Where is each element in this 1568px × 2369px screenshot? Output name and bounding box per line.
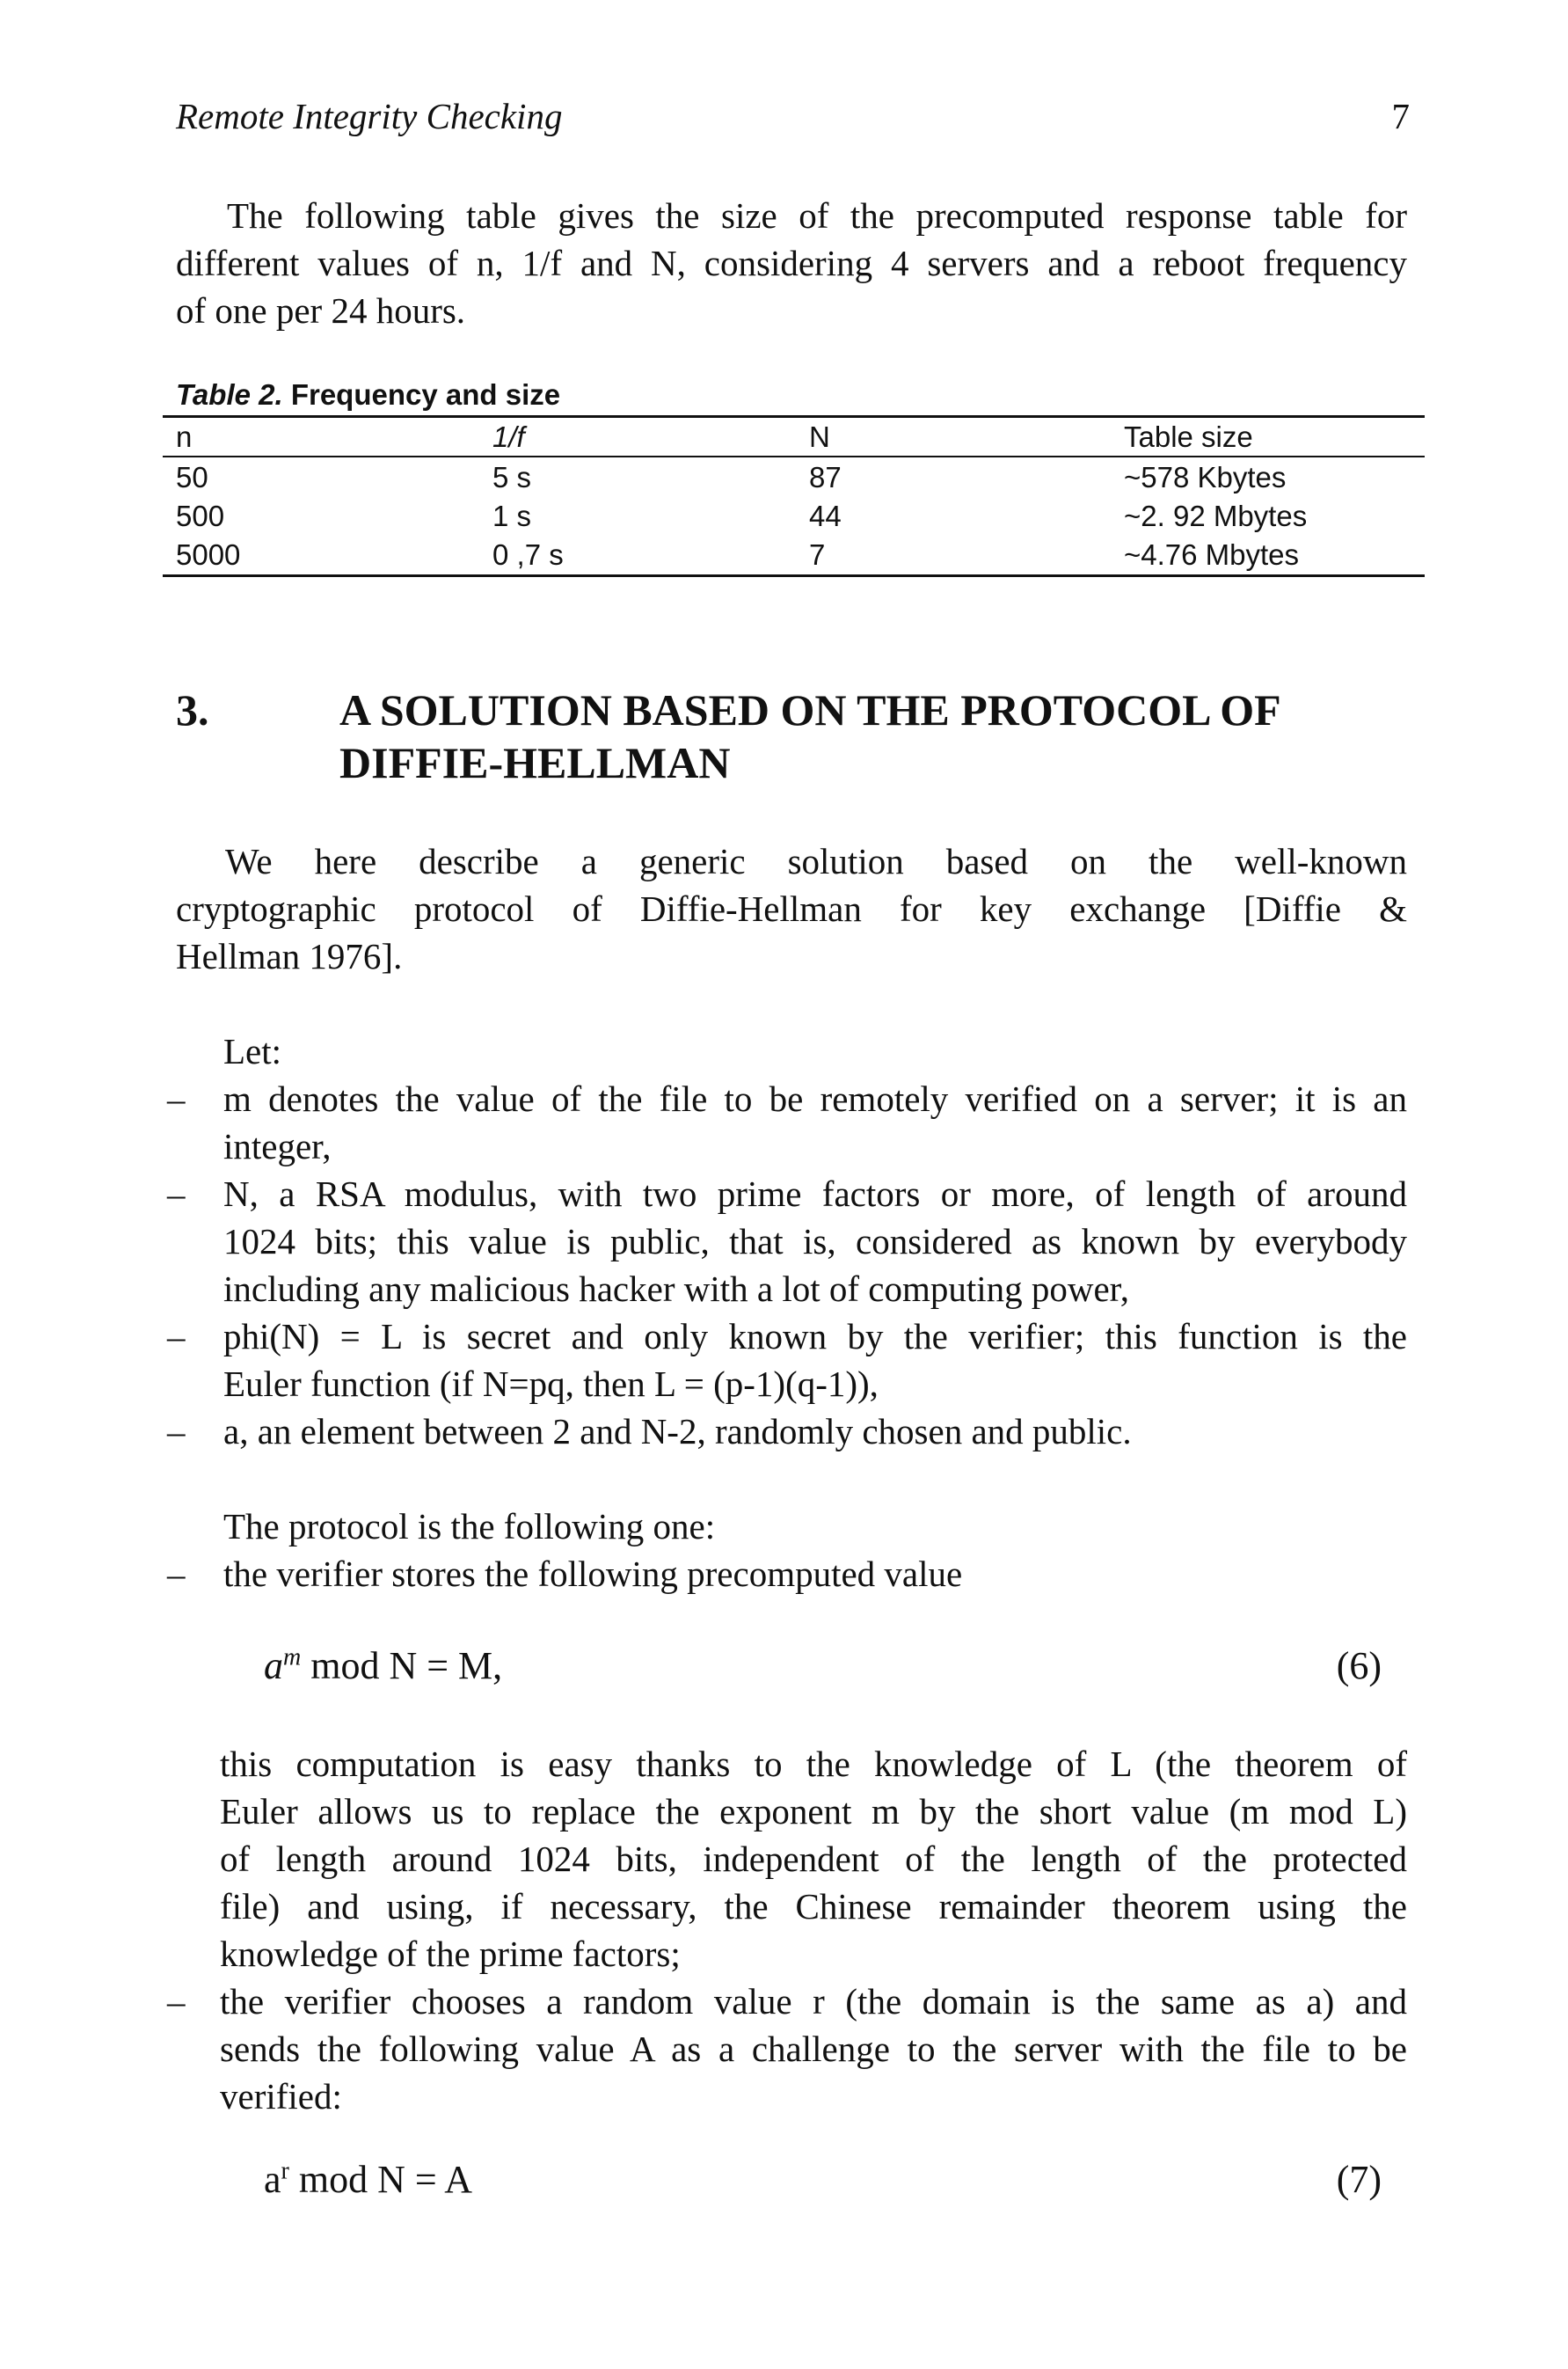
table-header-table-size: Table size <box>1124 420 1253 453</box>
section-title-line-1: A SOLUTION BASED ON THE PROTOCOL OF <box>339 685 1281 735</box>
let-item-line: phi(N) = L is secret and only known by the verifier; this function is the <box>223 1316 1407 1356</box>
equation-6-base: a <box>264 1644 283 1687</box>
let-item-N <box>223 1170 1407 1312</box>
intro-paragraph <box>176 192 1407 334</box>
running-title: Remote Integrity Checking <box>176 96 563 136</box>
table-cell: ~4.76 Mbytes <box>1124 538 1300 571</box>
section-title-line-2: DIFFIE-HELLMAN <box>339 738 731 787</box>
table-header-n: n <box>176 420 193 453</box>
equation-6-number: (6) <box>1336 1644 1382 1687</box>
list-dash: – <box>167 1554 186 1594</box>
table-top-rule <box>163 415 1425 418</box>
table-header-1f: 1/f <box>492 420 525 453</box>
let-item-line: Euler function (if N=pq, then L = (p-1)(q-1)), <box>223 1364 879 1404</box>
let-intro: Let: <box>223 1031 282 1071</box>
equation-7-number: (7) <box>1336 2158 1382 2201</box>
explanation-line: Euler allows us to replace the exponent m by the short value (m mod L) <box>220 1791 1407 1832</box>
paragraph-1-line-1: We here describe a generic solution based on the well-known <box>225 841 1407 881</box>
equation-7-base: a <box>264 2158 281 2201</box>
equation-6-body: mod N = M, <box>301 1644 503 1687</box>
table-cell: ~578 Kbytes <box>1124 461 1287 494</box>
step-2-line: sends the following value A as a challenge to the server with the file to be <box>220 2029 1407 2069</box>
table-header-rule <box>163 456 1425 457</box>
table-cell: ~2. 92 Mbytes <box>1124 500 1308 532</box>
let-item-m <box>223 1075 1407 1170</box>
explanation-line: this computation is easy thanks to the knowledge of L (the theorem of <box>220 1744 1407 1784</box>
let-item-line: 1024 bits; this value is public, that is, considered as known by everybody <box>223 1221 1407 1261</box>
paragraph-1-line-2: cryptographic protocol of Diffie-Hellman for key exchange [Diffie & <box>176 888 1407 929</box>
let-item-line: integer, <box>223 1126 332 1166</box>
table-cell: 7 <box>809 538 826 571</box>
protocol-step-1: the verifier stores the following precomputed value <box>223 1554 963 1594</box>
equation-6-explanation <box>220 1740 1407 1978</box>
section-number: 3. <box>176 685 209 735</box>
table-cell: 5000 <box>176 538 241 571</box>
table-caption <box>176 378 560 412</box>
let-item-line: m denotes the value of the file to be remotely verified on a server; it is an <box>223 1078 1407 1119</box>
paragraph-1-line-3: Hellman 1976]. <box>176 936 403 976</box>
table-bottom-rule <box>163 574 1425 577</box>
step-2-line: the verifier chooses a random value r (the domain is the same as a) and <box>220 1981 1407 2022</box>
list-dash: – <box>167 1411 186 1451</box>
intro-line-3: of one per 24 hours. <box>176 290 466 331</box>
table-cell: 87 <box>809 461 842 494</box>
paragraph-1 <box>176 837 1407 980</box>
equation-7-body: mod N = A <box>288 2158 473 2201</box>
list-dash: – <box>167 1078 186 1119</box>
intro-line-2: different values of n, 1/f and N, considering 4 servers and a reboot frequency <box>176 243 1407 283</box>
table-cell: 500 <box>176 500 225 532</box>
protocol-intro: The protocol is the following one: <box>223 1506 716 1546</box>
page-number: 7 <box>1391 96 1410 136</box>
table-cell: 1 s <box>492 500 532 532</box>
explanation-line: knowledge of the prime factors; <box>220 1934 681 1974</box>
let-item-phi <box>223 1312 1407 1408</box>
table-caption-label: Table 2. <box>176 378 283 411</box>
list-dash: – <box>167 1316 186 1356</box>
explanation-line: of length around 1024 bits, independent of the length of the protected <box>220 1839 1407 1879</box>
explanation-line: file) and using, if necessary, the Chinese remainder theorem using the <box>220 1886 1407 1927</box>
protocol-step-2 <box>220 1978 1407 2120</box>
table-cell: 0 ,7 s <box>492 538 564 571</box>
equation-6 <box>264 1643 502 1688</box>
table-cell: 5 s <box>492 461 532 494</box>
let-item-line: N, a RSA modulus, with two prime factors or more, of length of around <box>223 1174 1407 1214</box>
table-cell: 50 <box>176 461 208 494</box>
let-item-line: a, an element between 2 and N-2, randomly chosen and public. <box>223 1411 1132 1451</box>
let-item-a <box>223 1408 1407 1455</box>
equation-7-exponent: r <box>281 2157 289 2185</box>
table-header-N: N <box>809 420 830 453</box>
step-2-line: verified: <box>220 2076 342 2117</box>
list-dash: – <box>167 1174 186 1214</box>
table-cell: 44 <box>809 500 842 532</box>
intro-line-1: The following table gives the size of the precomputed response table for <box>227 195 1407 236</box>
equation-7 <box>264 2157 472 2202</box>
list-dash: – <box>167 1981 186 2022</box>
let-item-line: including any malicious hacker with a lot of computing power, <box>223 1269 1129 1309</box>
equation-6-exponent: m <box>283 1643 302 1671</box>
table-caption-text: Frequency and size <box>290 378 561 411</box>
